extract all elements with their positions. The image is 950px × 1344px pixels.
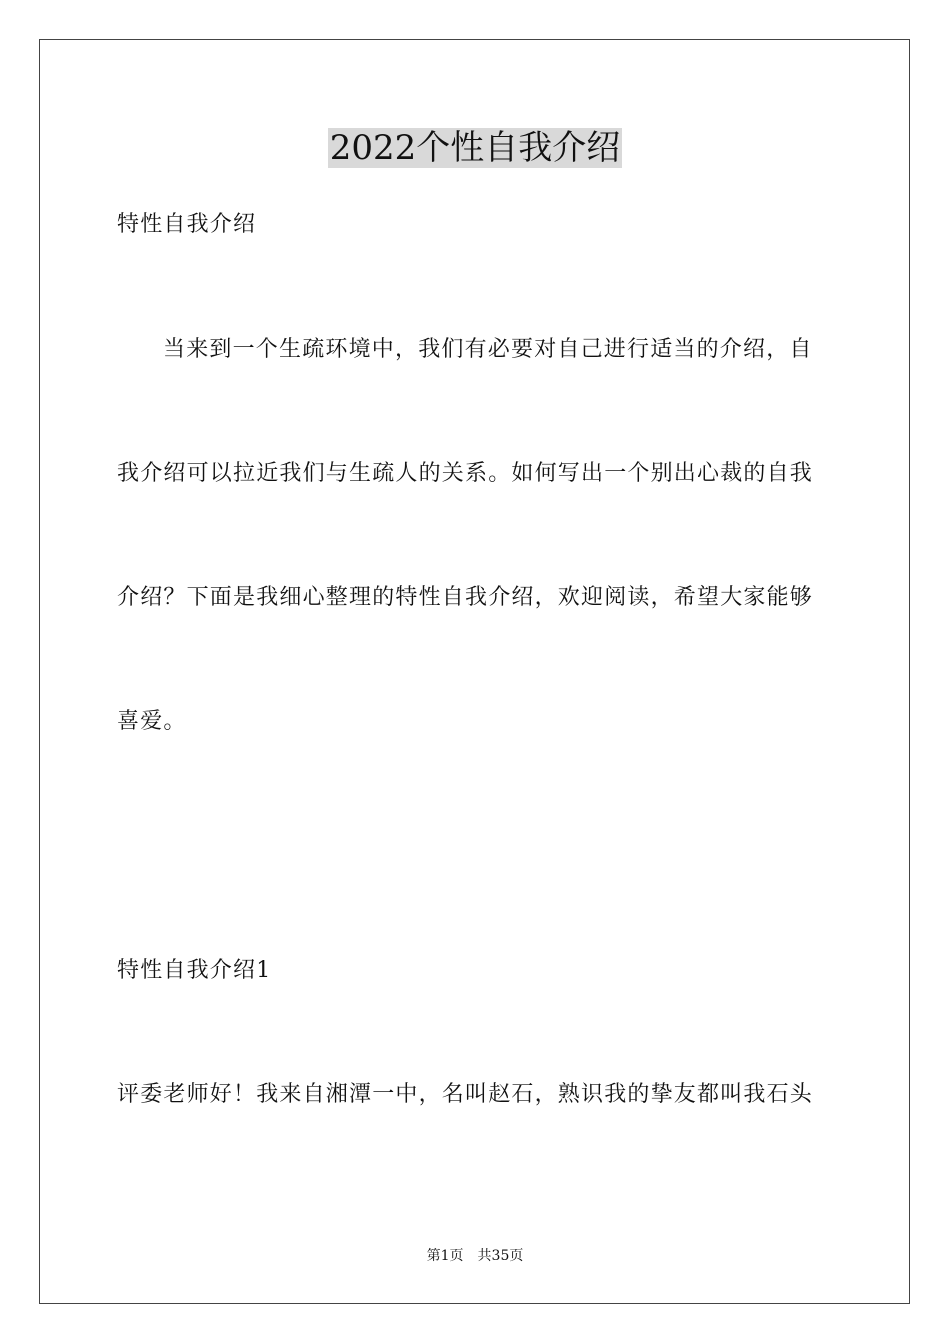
page-footer xyxy=(0,1246,950,1266)
paragraph-line: 当来到一个生疏环境中，我们有必要对自己进行适当的介绍，自 xyxy=(163,337,813,362)
paragraph-line: 评委老师好！我来自湘潭一中，名叫赵石，熟识我的挚友都叫我石头 xyxy=(117,1082,814,1107)
paragraph-line: 介绍？下面是我细心整理的特性自我介绍，欢迎阅读，希望大家能够 xyxy=(117,585,814,610)
paragraph-line: 我介绍可以拉近我们与生疏人的关系。如何写出一个别出心裁的自我 xyxy=(117,461,814,486)
page-total: 共35页 xyxy=(477,1248,524,1264)
section-heading: 特性自我介绍1 xyxy=(117,958,272,983)
section-heading: 特性自我介绍 xyxy=(117,212,257,237)
paragraph-line: 喜爱。 xyxy=(117,709,187,734)
page-number: 第1页 xyxy=(426,1248,464,1264)
document-title xyxy=(0,126,950,170)
document-title-text: 2022个性自我介绍 xyxy=(329,128,621,168)
